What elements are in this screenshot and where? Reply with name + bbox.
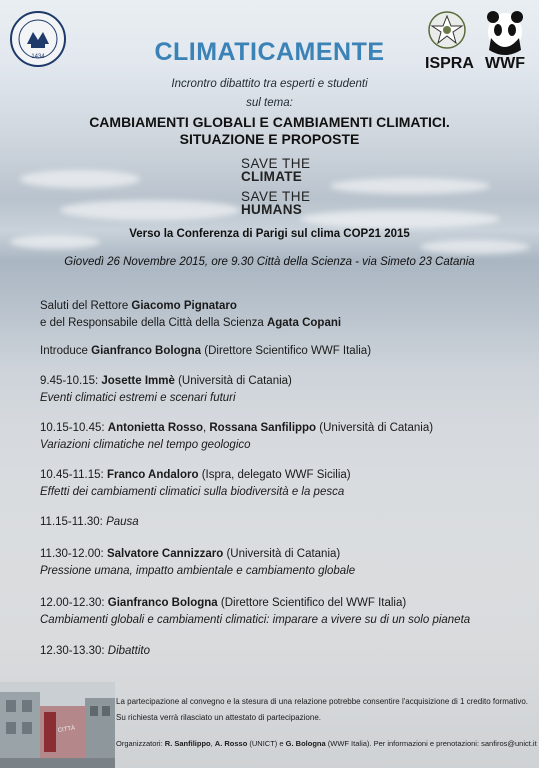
speaker-affiliation: (Università di Catania) [316,422,434,434]
speaker-affiliation: (Università di Catania) [174,375,292,387]
speaker-name: Rossana Sanfilippo [209,422,317,434]
program-item [40,546,520,580]
speaker-name: Josette Immè [101,375,175,387]
building-photo [0,682,115,768]
program-item [40,420,520,454]
time-slot: 11.15-11.30: [40,516,107,528]
speaker-affiliation: (Ispra, delegato WWF Sicilia) [198,469,351,481]
debate-label: Dibattito [107,645,150,657]
organizers-label: Organizzatori: [116,739,165,748]
credit-note: La partecipazione al convegno e la stesura di una relazione potrebbe consentire l'acquisizione di 1 credito formativo. [116,697,528,706]
theme-line-2: SITUAZIONE E PROPOSTE [179,131,360,147]
logo-line-2: CLIMATE [241,169,303,184]
program-item [40,643,520,660]
event-title: CLIMATICAMENTE [154,38,385,66]
separator: (UNICT) e [247,739,286,748]
program-text: e del Responsabile della Città della Scienza [40,317,267,329]
time-slot: 10.45-11.15: [40,469,107,481]
program-item [40,467,520,501]
building-sign: CITTÀ [57,725,76,734]
speaker-affiliation: (Università di Catania) [223,548,341,560]
time-slot: 12.30-13.30: [40,645,108,657]
ice-floe [20,170,140,188]
theme-line-1: CAMBIAMENTI GLOBALI E CAMBIAMENTI CLIMATICI. [89,114,450,130]
event-date-location: Giovedì 26 Novembre 2015, ore 9.30 Città della Scienza - via Simeto 23 Catania [64,256,475,268]
time-slot: 11.30-12.00: [40,548,107,560]
ice-floe [330,178,490,194]
ice-floe [300,210,500,228]
ispra-logo-text: ISPRA [425,55,474,72]
speaker-name: Giacomo Pignataro [131,300,237,312]
ice-floe [60,200,240,220]
talk-title: Eventi climatici estremi e scenari futuri [40,392,236,404]
program-text: Saluti del Rettore [40,300,132,312]
speaker-affiliation: (Direttore Scientifico WWF Italia) [201,345,372,357]
talk-title: Variazioni climatiche nel tempo geologico [40,439,251,451]
speaker-name: Agata Copani [266,317,342,329]
event-theme [0,114,539,148]
program-item [40,514,520,531]
break-label: Pausa [106,516,139,528]
speaker-name: Antonietta Rosso [107,422,203,434]
speaker-affiliation: (Direttore Scientifico del WWF Italia) [217,597,407,609]
svg-text:1434: 1434 [31,54,45,60]
program-item [40,373,520,407]
certificate-note: Su richiesta verrà rilasciato un attestato di partecipazione. [116,713,321,722]
organizer-name: R. Sanfilippo [164,739,211,748]
organizers-line [116,739,537,748]
separator: , [210,739,215,748]
speaker-name: Gianfranco Bologna [107,597,218,609]
logo-line-1: SAVE THE [241,156,311,171]
time-slot: 9.45-10.15: [40,375,102,387]
save-the-climate-logo [241,156,311,218]
speaker-name: Salvatore Cannizzaro [106,548,224,560]
program-text: , [202,422,210,434]
program-text: Introduce [40,345,92,357]
event-subtitle-theme: sul tema: [246,97,293,109]
organizer-name: A. Rosso [214,739,248,748]
program-item [40,595,520,629]
speaker-name: Franco Andaloro [106,469,199,481]
time-slot: 10.15-10.45: [40,422,108,434]
contact-info: (WWF Italia). Per informazioni e prenotazioni: sanfiros@unict.it [325,739,537,748]
talk-title: Effetti dei cambiamenti climatici sulla biodiversità e la pesca [40,486,345,498]
conference-line: Verso la Conferenza di Parigi sul clima COP21 2015 [129,228,410,240]
ice-floe [420,240,530,254]
logo-line-3: SAVE THE [241,189,311,204]
talk-title: Pressione umana, impatto ambientale e cambiamento globale [40,565,356,577]
organizer-name: G. Bologna [285,739,326,748]
logo-line-4: HUMANS [241,202,303,217]
program-item [40,343,520,360]
wwf-logo-text: WWF [485,55,525,72]
talk-title: Cambiamenti globali e cambiamenti climatici: imparare a vivere su di un solo pianeta [40,614,471,626]
event-subtitle: Incrontro dibattito tra esperti e studenti [171,78,368,90]
time-slot: 12.00-12.30: [40,597,108,609]
program-item [40,298,520,332]
speaker-name: Gianfranco Bologna [91,345,202,357]
